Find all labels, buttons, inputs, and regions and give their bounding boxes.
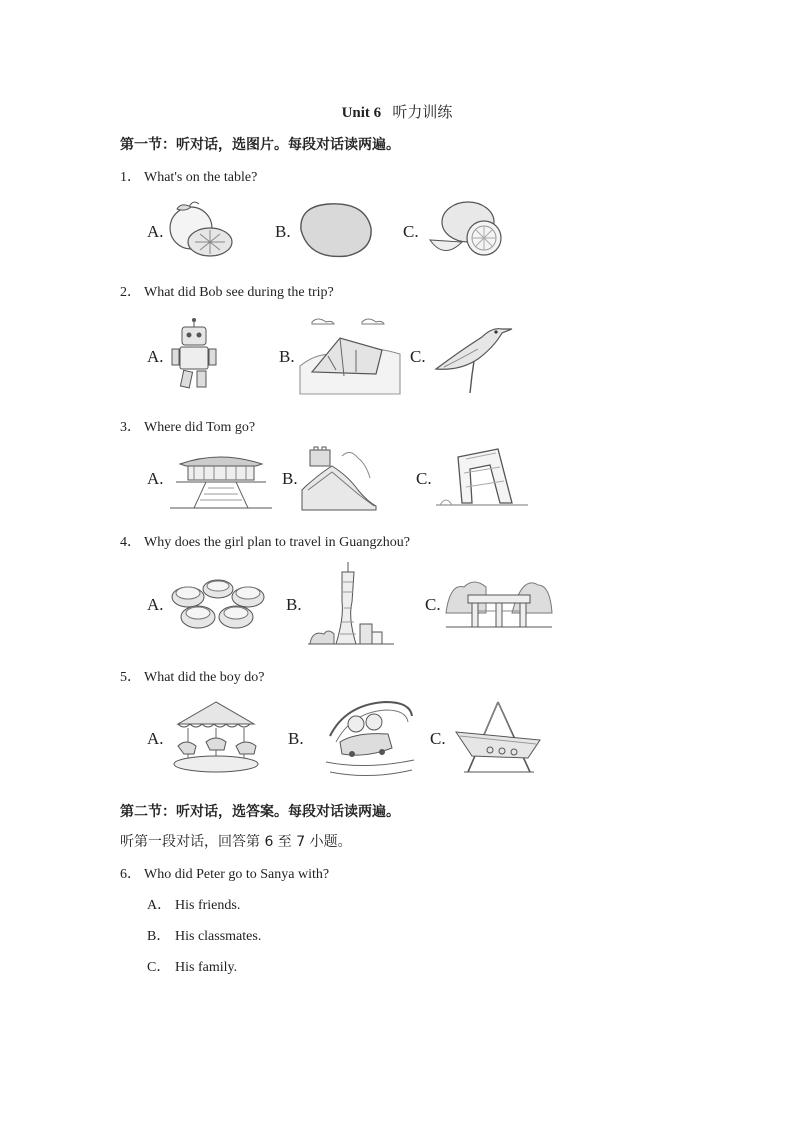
unit-label: Unit 6 [341, 105, 382, 121]
option-c-label: C. [410, 347, 426, 366]
tent-icon [300, 316, 400, 396]
choice-a [147, 894, 240, 914]
option-a-label: A. [147, 469, 164, 488]
question-6 [120, 863, 329, 883]
dim-sum-icon [170, 575, 266, 631]
choice-text: His classmates. [175, 929, 262, 944]
question-number: 4． [120, 535, 141, 550]
option-b-label: B. [275, 222, 291, 241]
option-c-label: C. [425, 595, 441, 614]
section2-instruction: 听第一段对话，回答第 6 至 7 小题。 [120, 834, 352, 850]
question-number: 6． [120, 867, 141, 882]
section1-heading: 第一节：听对话，选图片。每段对话读两遍。 [120, 137, 400, 153]
option-c-label: C. [430, 729, 446, 748]
question-4 [120, 531, 410, 551]
question-text: What did the boy do? [144, 670, 265, 685]
choice-c [147, 956, 237, 976]
question-text: Who did Peter go to Sanya with? [144, 867, 330, 882]
option-c-label: C. [403, 222, 419, 241]
choice-text: His friends. [175, 898, 241, 913]
option-a-label: A. [147, 595, 164, 614]
question-text: Why does the girl plan to travel in Guangzhou? [144, 535, 410, 550]
option-a-label: A. [147, 729, 164, 748]
lemon-icon [428, 198, 503, 260]
question-number: 1． [120, 170, 141, 185]
option-b-label: B. [286, 595, 302, 614]
choice-letter: A． [147, 898, 172, 913]
question-number: 2． [120, 285, 141, 300]
question-number: 5． [120, 670, 141, 685]
page-title [0, 101, 794, 122]
option-c-label: C. [416, 469, 432, 488]
option-b-label: B. [282, 469, 298, 488]
option-a-label: A. [147, 347, 164, 366]
roller-coaster-icon [326, 696, 414, 780]
canton-tower-icon [308, 562, 394, 646]
question-text: What's on the table? [144, 170, 258, 185]
question-number: 3． [120, 420, 141, 435]
question-text: What did Bob see during the trip? [144, 285, 334, 300]
university-gate-icon [446, 573, 552, 631]
palace-icon [170, 444, 272, 510]
bird-icon [430, 319, 514, 395]
option-a-label: A. [147, 222, 164, 241]
great-wall-icon [302, 446, 378, 510]
option-b-label: B. [279, 347, 295, 366]
option-b-label: B. [288, 729, 304, 748]
cctv-tower-icon [436, 443, 528, 509]
carousel-icon [170, 700, 262, 774]
orange-icon [165, 198, 235, 260]
question-2 [120, 281, 334, 301]
question-3 [120, 416, 255, 436]
choice-letter: C． [147, 960, 171, 975]
choice-text: His family. [175, 960, 238, 975]
question-5 [120, 666, 265, 686]
topic-label: 听力训练 [392, 105, 453, 121]
question-text: Where did Tom go? [144, 420, 256, 435]
choice-b [147, 925, 261, 945]
pirate-ship-icon [454, 700, 544, 774]
choice-letter: B． [147, 929, 171, 944]
robot-icon [168, 317, 220, 393]
mango-icon [295, 200, 375, 260]
question-1 [120, 166, 257, 186]
section2-heading: 第二节：听对话，选答案。每段对话读两遍。 [120, 804, 400, 820]
